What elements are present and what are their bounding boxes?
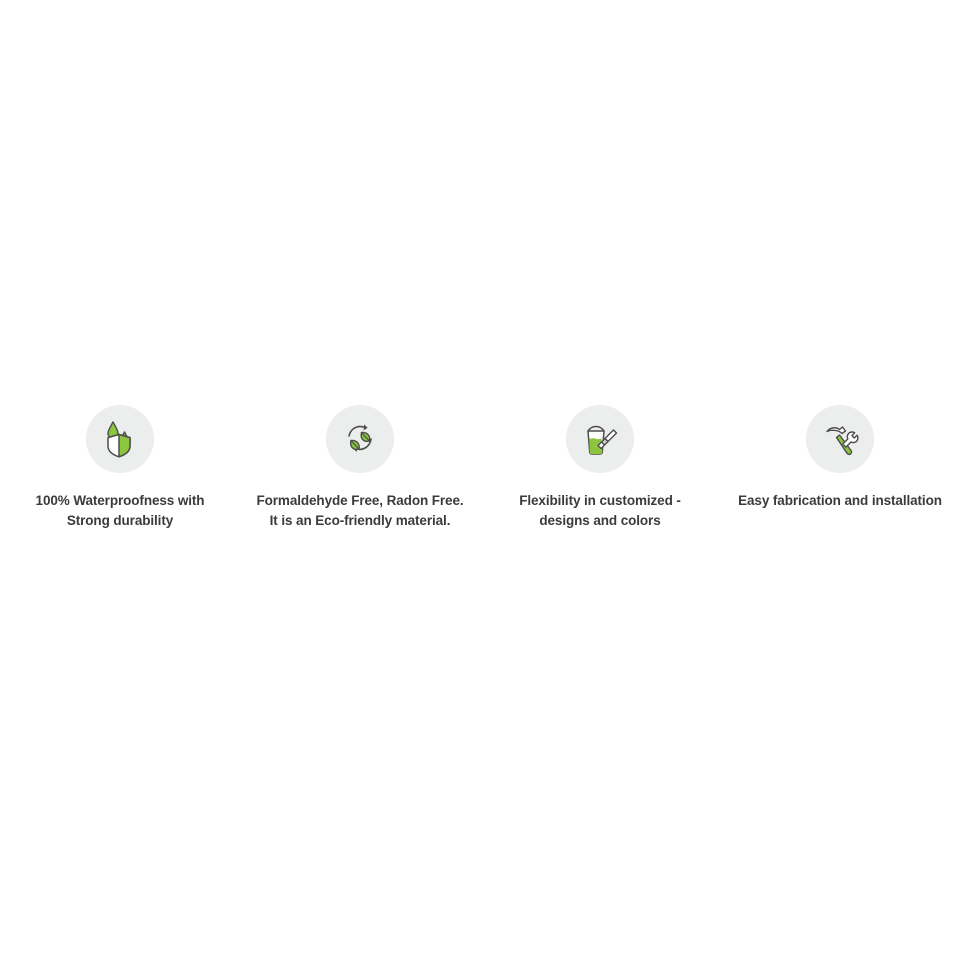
feature-caption-line1: Formaldehyde Free, Radon Free. bbox=[256, 493, 464, 508]
paint-bucket-brush-icon bbox=[566, 405, 634, 473]
features-strip bbox=[0, 405, 960, 530]
feature-caption bbox=[256, 491, 463, 530]
feature-caption-line1: 100% Waterproofness with bbox=[35, 493, 205, 508]
feature-caption bbox=[36, 491, 205, 530]
feature-caption-line2: It is an Eco-friendly material. bbox=[269, 512, 451, 528]
waterproof-shield-icon bbox=[86, 405, 154, 473]
feature-caption-line1: Easy fabrication and installation bbox=[738, 493, 942, 508]
feature-caption bbox=[738, 491, 942, 511]
feature-caption bbox=[519, 491, 681, 530]
hammer-wrench-tools-icon bbox=[806, 405, 874, 473]
feature-item-flexibility bbox=[480, 405, 720, 530]
feature-item-waterproof bbox=[0, 405, 240, 530]
feature-caption-line1: Flexibility in customized - bbox=[519, 493, 681, 508]
feature-caption-line2: Strong durability bbox=[66, 512, 174, 528]
eco-recycle-leaf-icon bbox=[326, 405, 394, 473]
feature-item-fabrication bbox=[720, 405, 960, 511]
feature-item-eco bbox=[240, 405, 480, 530]
feature-caption-line2: designs and colors bbox=[539, 512, 661, 528]
